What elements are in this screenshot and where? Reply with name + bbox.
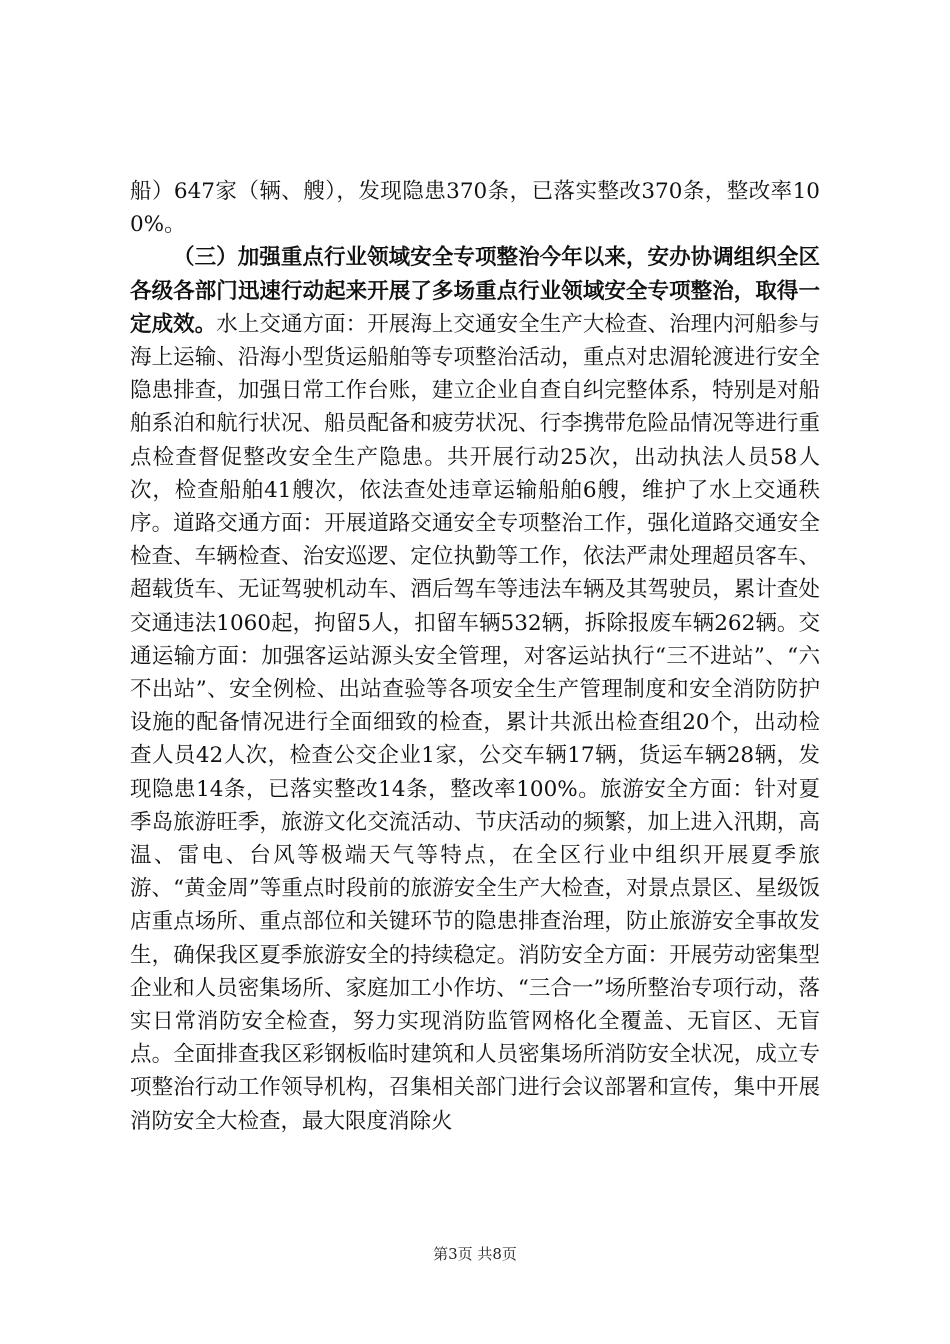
document-body <box>130 175 820 1138</box>
section-body: 水上交通方面：开展海上交通安全生产大检查、治理内河船参与海上运输、沿海小型货运船舶等专项整治活动，重点对忠湄轮渡进行安全隐患排查，加强日常工作台账，建立企业自查自纠完整体系，特别是对船舶系泊和航行状况、船员配备和疲劳状况、行李携带危险品情况等进行重点检查督促整改安全生产隐患。共开展行动25次，出动执法人员58人次，检查船舶41艘次，依法查处违章运输船舶6艘，维护了水上交通秩序。道路交通方面：开展道路交通安全专项整治工作，强化道路交通安全检查、车辆检查、治安巡逻、定位执勤等工作，依法严肃处理超员客车、超载货车、无证驾驶机动车、酒后驾车等违法车辆及其驾驶员，累计查处交通违法1060起，拘留5人，扣留车辆532辆，拆除报废车辆262辆。交通运输方面：加强客运站源头安全管理，对客运站执行“三不进站”、“六不出站”、安全例检、出站查验等各项安全生产管理制度和安全消防防护设施的配备情况进行全面细致的检查，累计共派出检查组20个，出动检查人员42人次，检查公交企业1家，公交车辆17辆，货运车辆28辆，发现隐患14条，已落实整改14条，整改率100%。旅游安全方面：针对夏季岛旅游旺季，旅游文化交流活动、节庆活动的频繁，加上进入汛期，高温、雷电、台风等极端天气等特点，在全区行业中组织开展夏季旅游、“黄金周”等重点时段前的旅游安全生产大检查，对景点景区、星级饭店重点场所、重点部位和关键环节的隐患排查治理，防止旅游安全事故发生，确保我区夏季旅游安全的持续稳定。消防安全方面：开展劳动密集型企业和人员密集场所、家庭加工小作坊、“三合一”场所整治专项行动，落实日常消防安全检查，努力实现消防监管网格化全覆盖、无盲区、无盲点。全面排查我区彩钢板临时建筑和人员密集场所消防安全状况，成立专项整治行动工作领导机构，召集相关部门进行会议部署和宣传，集中开展消防安全大检查，最大限度消除火 <box>130 311 820 1134</box>
paragraph-continuation: 船）647家（辆、艘），发现隐患370条，已落实整改370条，整改率100%。 <box>130 179 820 238</box>
page-footer: 第3页 共8页 <box>433 1245 517 1263</box>
section-heading: （三）加强重点行业领域安全专项整治今年以来，安办协调组织全区各级各部门迅速行动起来开展了多场重点行业领域安全专项整治，取得一定成效。 <box>130 245 820 337</box>
paragraph-section-three <box>130 241 820 1137</box>
